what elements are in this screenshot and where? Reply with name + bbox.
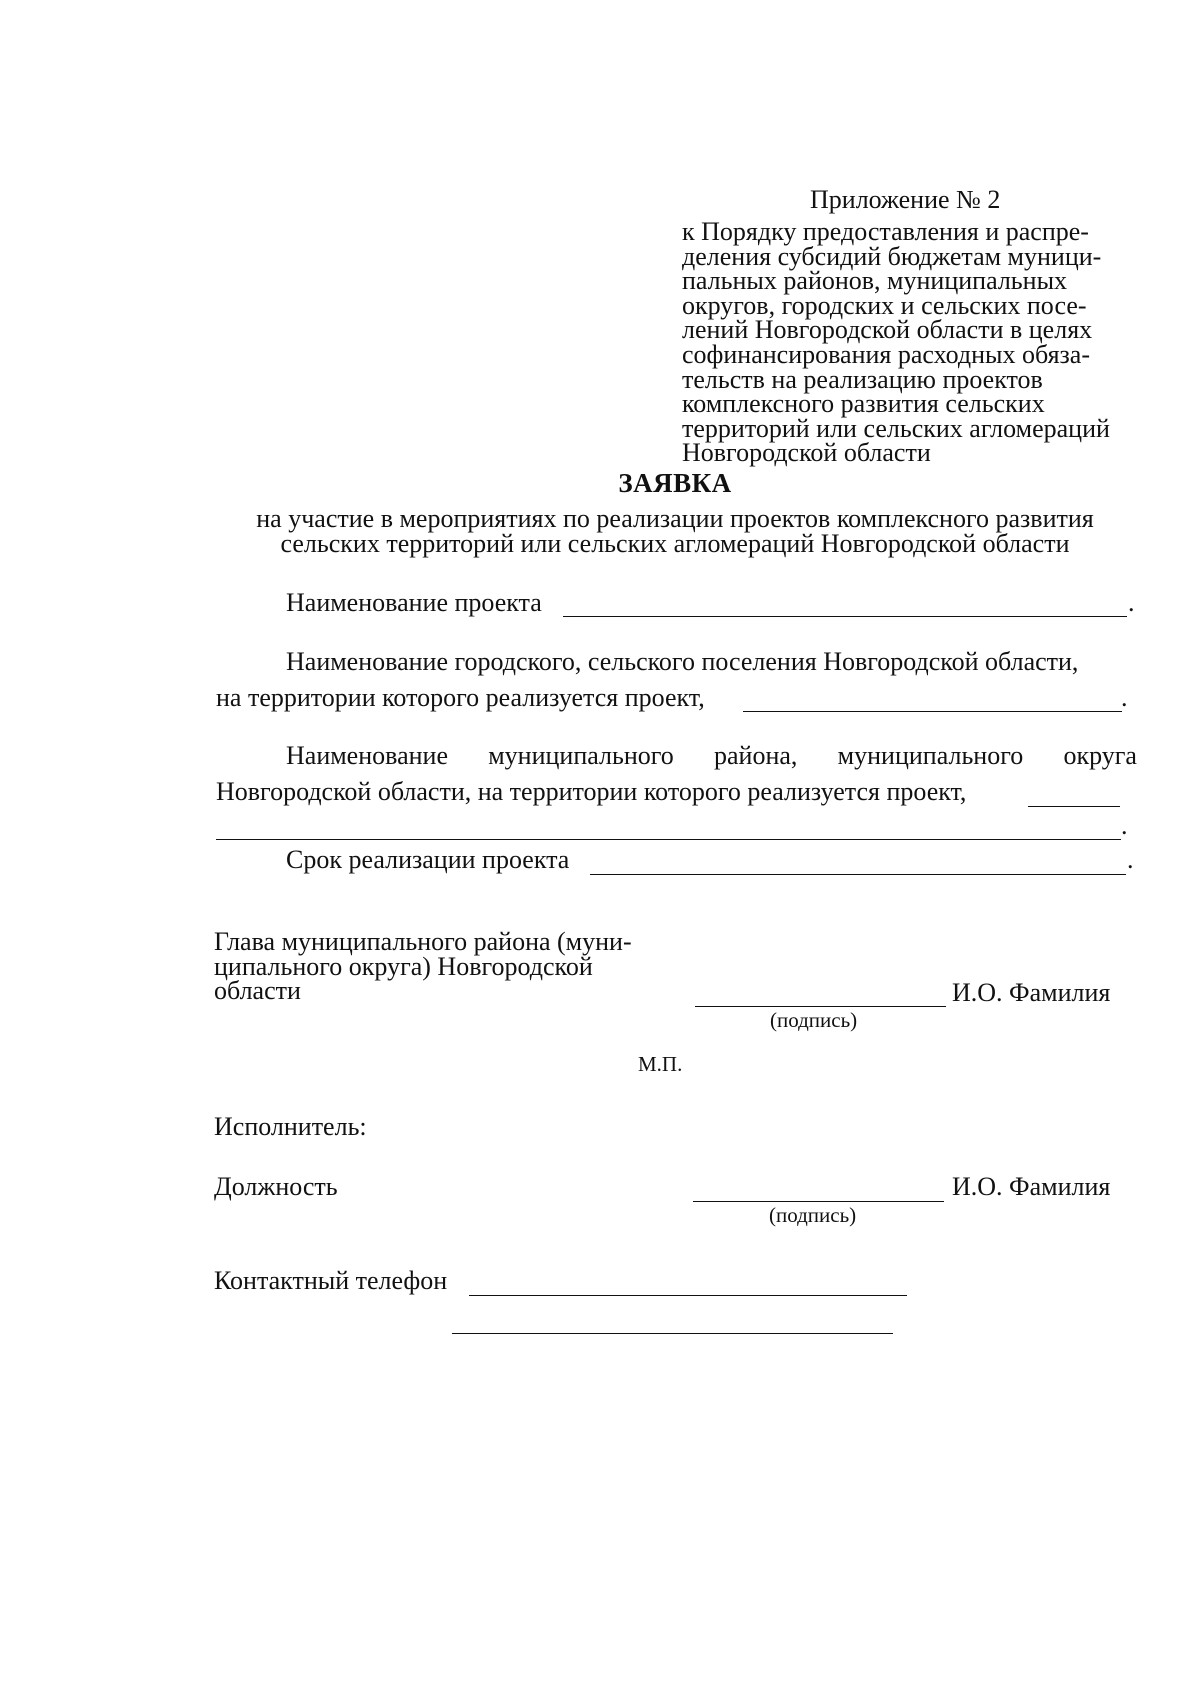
settlement-label-line2: на территории которого реализуется проект, <box>216 683 705 712</box>
phone-field-extra[interactable] <box>452 1333 893 1334</box>
executor-label: Исполнитель: <box>214 1112 367 1141</box>
district-word: округа <box>1063 741 1137 770</box>
position-label: Должность <box>214 1172 338 1201</box>
term-label: Срок реализации проекта <box>286 845 570 874</box>
signature-caption: (подпись) <box>770 1008 858 1032</box>
district-word: Наименование <box>286 741 448 770</box>
district-label-line2: Новгородской области, на территории которого реализуется проект, <box>216 777 967 806</box>
district-field[interactable] <box>216 839 1121 840</box>
project-name-label: Наименование проекта <box>286 588 542 617</box>
head-label: Глава муниципального района (муни- ципального округа) Новгородской области <box>214 927 632 1005</box>
district-word: муниципального <box>488 741 674 770</box>
district-word: муниципального <box>837 741 1024 770</box>
appendix-subtitle: к Порядку предоставления и распре- деления субсидий бюджетам муници- пальных районов, муниципальных округов, городских и сельских посе- лений Новгородской области в целях софинансирования расходных обяза- тельств на реализацию проектов комплексного развития сельских территорий или сельских агломераций Новгородской области <box>682 217 1110 468</box>
district-word: района, <box>714 741 798 770</box>
period: . <box>1127 845 1134 874</box>
position-name: И.О. Фамилия <box>952 1172 1111 1201</box>
document-subtitle: на участие в мероприятиях по реализации проектов комплексного развития сельских территорий или сельских агломераций Новгородской области <box>256 504 1094 558</box>
phone-label: Контактный телефон <box>214 1266 448 1295</box>
signature-caption: (подпись) <box>769 1203 857 1227</box>
head-signature-line[interactable] <box>695 1006 946 1007</box>
appendix-number: Приложение № 2 <box>810 185 1001 214</box>
appendix-block <box>682 186 1152 466</box>
term-field[interactable] <box>590 874 1126 875</box>
project-name-field[interactable] <box>563 616 1127 617</box>
head-name: И.О. Фамилия <box>952 978 1111 1007</box>
period: . <box>1121 683 1128 712</box>
phone-field[interactable] <box>469 1295 907 1296</box>
period: . <box>1128 588 1135 617</box>
document-title: ЗАЯВКА <box>618 468 732 498</box>
settlement-label-line1: Наименование городского, сельского поселения Новгородской области, <box>286 647 1079 676</box>
settlement-field[interactable] <box>743 711 1122 712</box>
position-signature-line[interactable] <box>693 1201 944 1202</box>
district-field-start[interactable] <box>1028 806 1120 807</box>
period: . <box>1121 811 1128 840</box>
seal-label: М.П. <box>638 1052 683 1076</box>
district-label-line1 <box>286 742 1137 770</box>
